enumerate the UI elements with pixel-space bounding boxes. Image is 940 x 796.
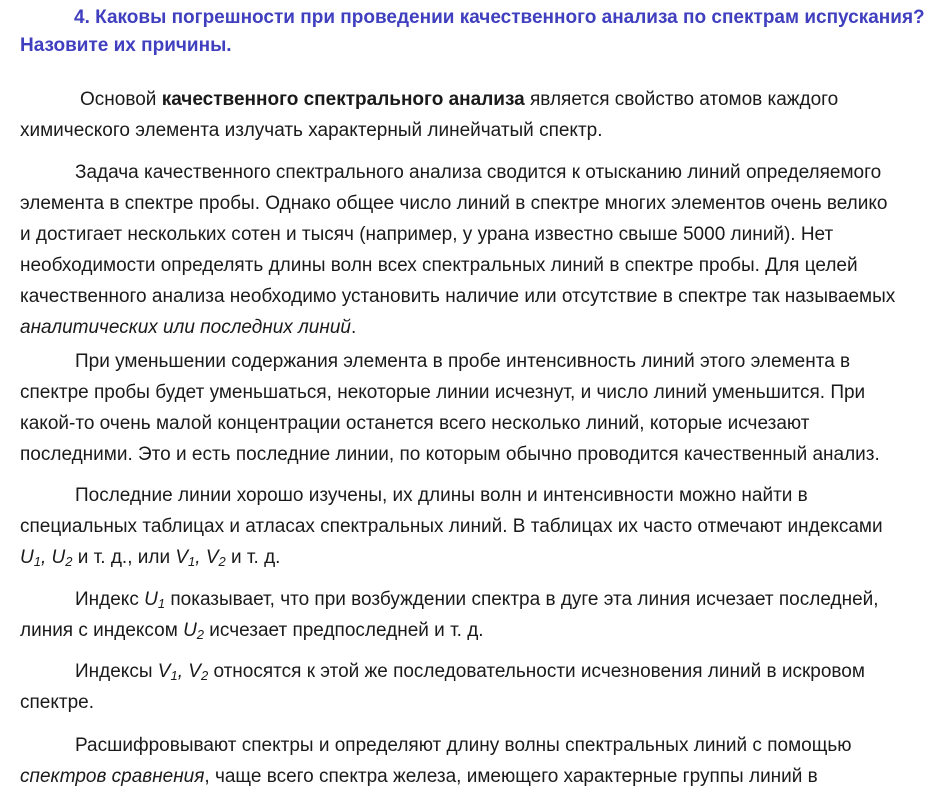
text-run: и т. д., или [72, 547, 176, 568]
paragraph-index-u [20, 584, 940, 646]
index-subscript: 1 [188, 554, 196, 569]
text-run: , [195, 547, 206, 568]
paragraph-line: спектре. [20, 692, 94, 713]
index-subscript: 2 [65, 554, 73, 569]
index-letter: U [144, 589, 158, 610]
index-letter: U [20, 547, 34, 568]
text-run: является свойство атомов каждого [524, 89, 839, 110]
paragraph-intro [20, 84, 940, 146]
index-letter: V [157, 661, 171, 682]
text-run: Индекс [75, 589, 145, 610]
text-run: Индексы [75, 661, 158, 682]
paragraph-line [20, 761, 940, 792]
index-subscript: 2 [200, 668, 209, 683]
index-letter: V [205, 547, 219, 568]
text-run: Основой [80, 89, 162, 110]
paragraph-line: элемента в спектре пробы. Однако общее число линий в спектре многих элементов очень велико [20, 193, 888, 214]
paragraph-line [20, 656, 940, 687]
paragraph-last-lines [20, 480, 940, 573]
text-run: линия с индексом [20, 620, 184, 641]
paragraph-line: необходимости определять длины волн всех спектральных линий в спектре пробы. Для целей [20, 255, 858, 276]
text-run: , [177, 661, 189, 682]
italic-term: спектров сравнения [20, 766, 205, 787]
text-run: относятся к этой же последовательности исчезновения линий в искровом [208, 661, 865, 682]
paragraph-index-v [20, 656, 940, 718]
paragraph-line: Задача качественного спектрального анализа сводится к отысканию линий определяемого [75, 162, 882, 183]
heading-line-2: Назовите их причины. [20, 35, 232, 56]
text-run: . [350, 317, 357, 338]
paragraph-line: какой-то очень малой концентрации останется всего несколько линий, которые исчезают [20, 413, 810, 434]
index-letter: U [51, 547, 66, 568]
index-subscript: 1 [33, 554, 41, 569]
paragraph-line: качественного анализа необходимо установить наличие или отсутствие в спектре так называемых [20, 286, 896, 307]
index-subscript: 1 [170, 668, 178, 683]
paragraph-line [20, 584, 940, 615]
paragraph-line: специальных таблицах и атласах спектральных линий. В таблицах их часто отмечают индексами [20, 516, 883, 537]
index-subscript: 1 [157, 596, 166, 611]
paragraph-line: Последние линии хорошо изучены, их длины волн и интенсивности можно найти в [75, 485, 808, 506]
text-run: , [40, 547, 52, 568]
index-subscript: 2 [218, 554, 226, 569]
index-letter: U [183, 620, 197, 641]
heading-line-1: 4. Каковы погрешности при проведении качественного анализа по спектрам испускания? [74, 7, 925, 28]
index-subscript: 2 [196, 627, 205, 642]
paragraph-line: химического элемента излучать характерный линейчатый спектр. [20, 120, 603, 141]
italic-term: аналитических или последних линий [20, 317, 351, 338]
bold-term: качественного спектрального анализа [161, 89, 525, 110]
paragraph-line [20, 84, 940, 115]
question-heading [20, 4, 940, 60]
paragraph-task [20, 157, 940, 343]
paragraph-line: и достигает нескольких сотен и тысяч (например, у урана известно свыше 5000 линий). Нет [20, 224, 834, 245]
paragraph-line: Расшифровывают спектры и определяют длину волны спектральных линий с помощью [75, 735, 852, 756]
index-letter: V [175, 547, 189, 568]
text-run: и т. д. [225, 547, 281, 568]
index-letter: V [188, 661, 201, 682]
text-run: , чаще всего спектра железа, имеющего характерные группы линий в [204, 766, 818, 787]
paragraph-line: спектре пробы будет уменьшаться, некоторые линии исчезнут, и число линий уменьшится. При [20, 382, 866, 403]
paragraph-line [20, 312, 940, 343]
paragraph-line [20, 542, 940, 573]
text-run: показывает, что при возбуждении спектра в дуге эта линия исчезает последней, [165, 589, 879, 610]
paragraph-decrease [20, 346, 940, 470]
paragraph-decoding [20, 730, 940, 792]
paragraph-line [20, 615, 940, 646]
paragraph-line: При уменьшении содержания элемента в пробе интенсивность линий этого элемента в [75, 351, 851, 372]
text-run: исчезает предпоследней и т. д. [204, 620, 484, 641]
paragraph-line: последними. Это и есть последние линии, по которым обычно проводится качественный анализ. [20, 444, 880, 465]
